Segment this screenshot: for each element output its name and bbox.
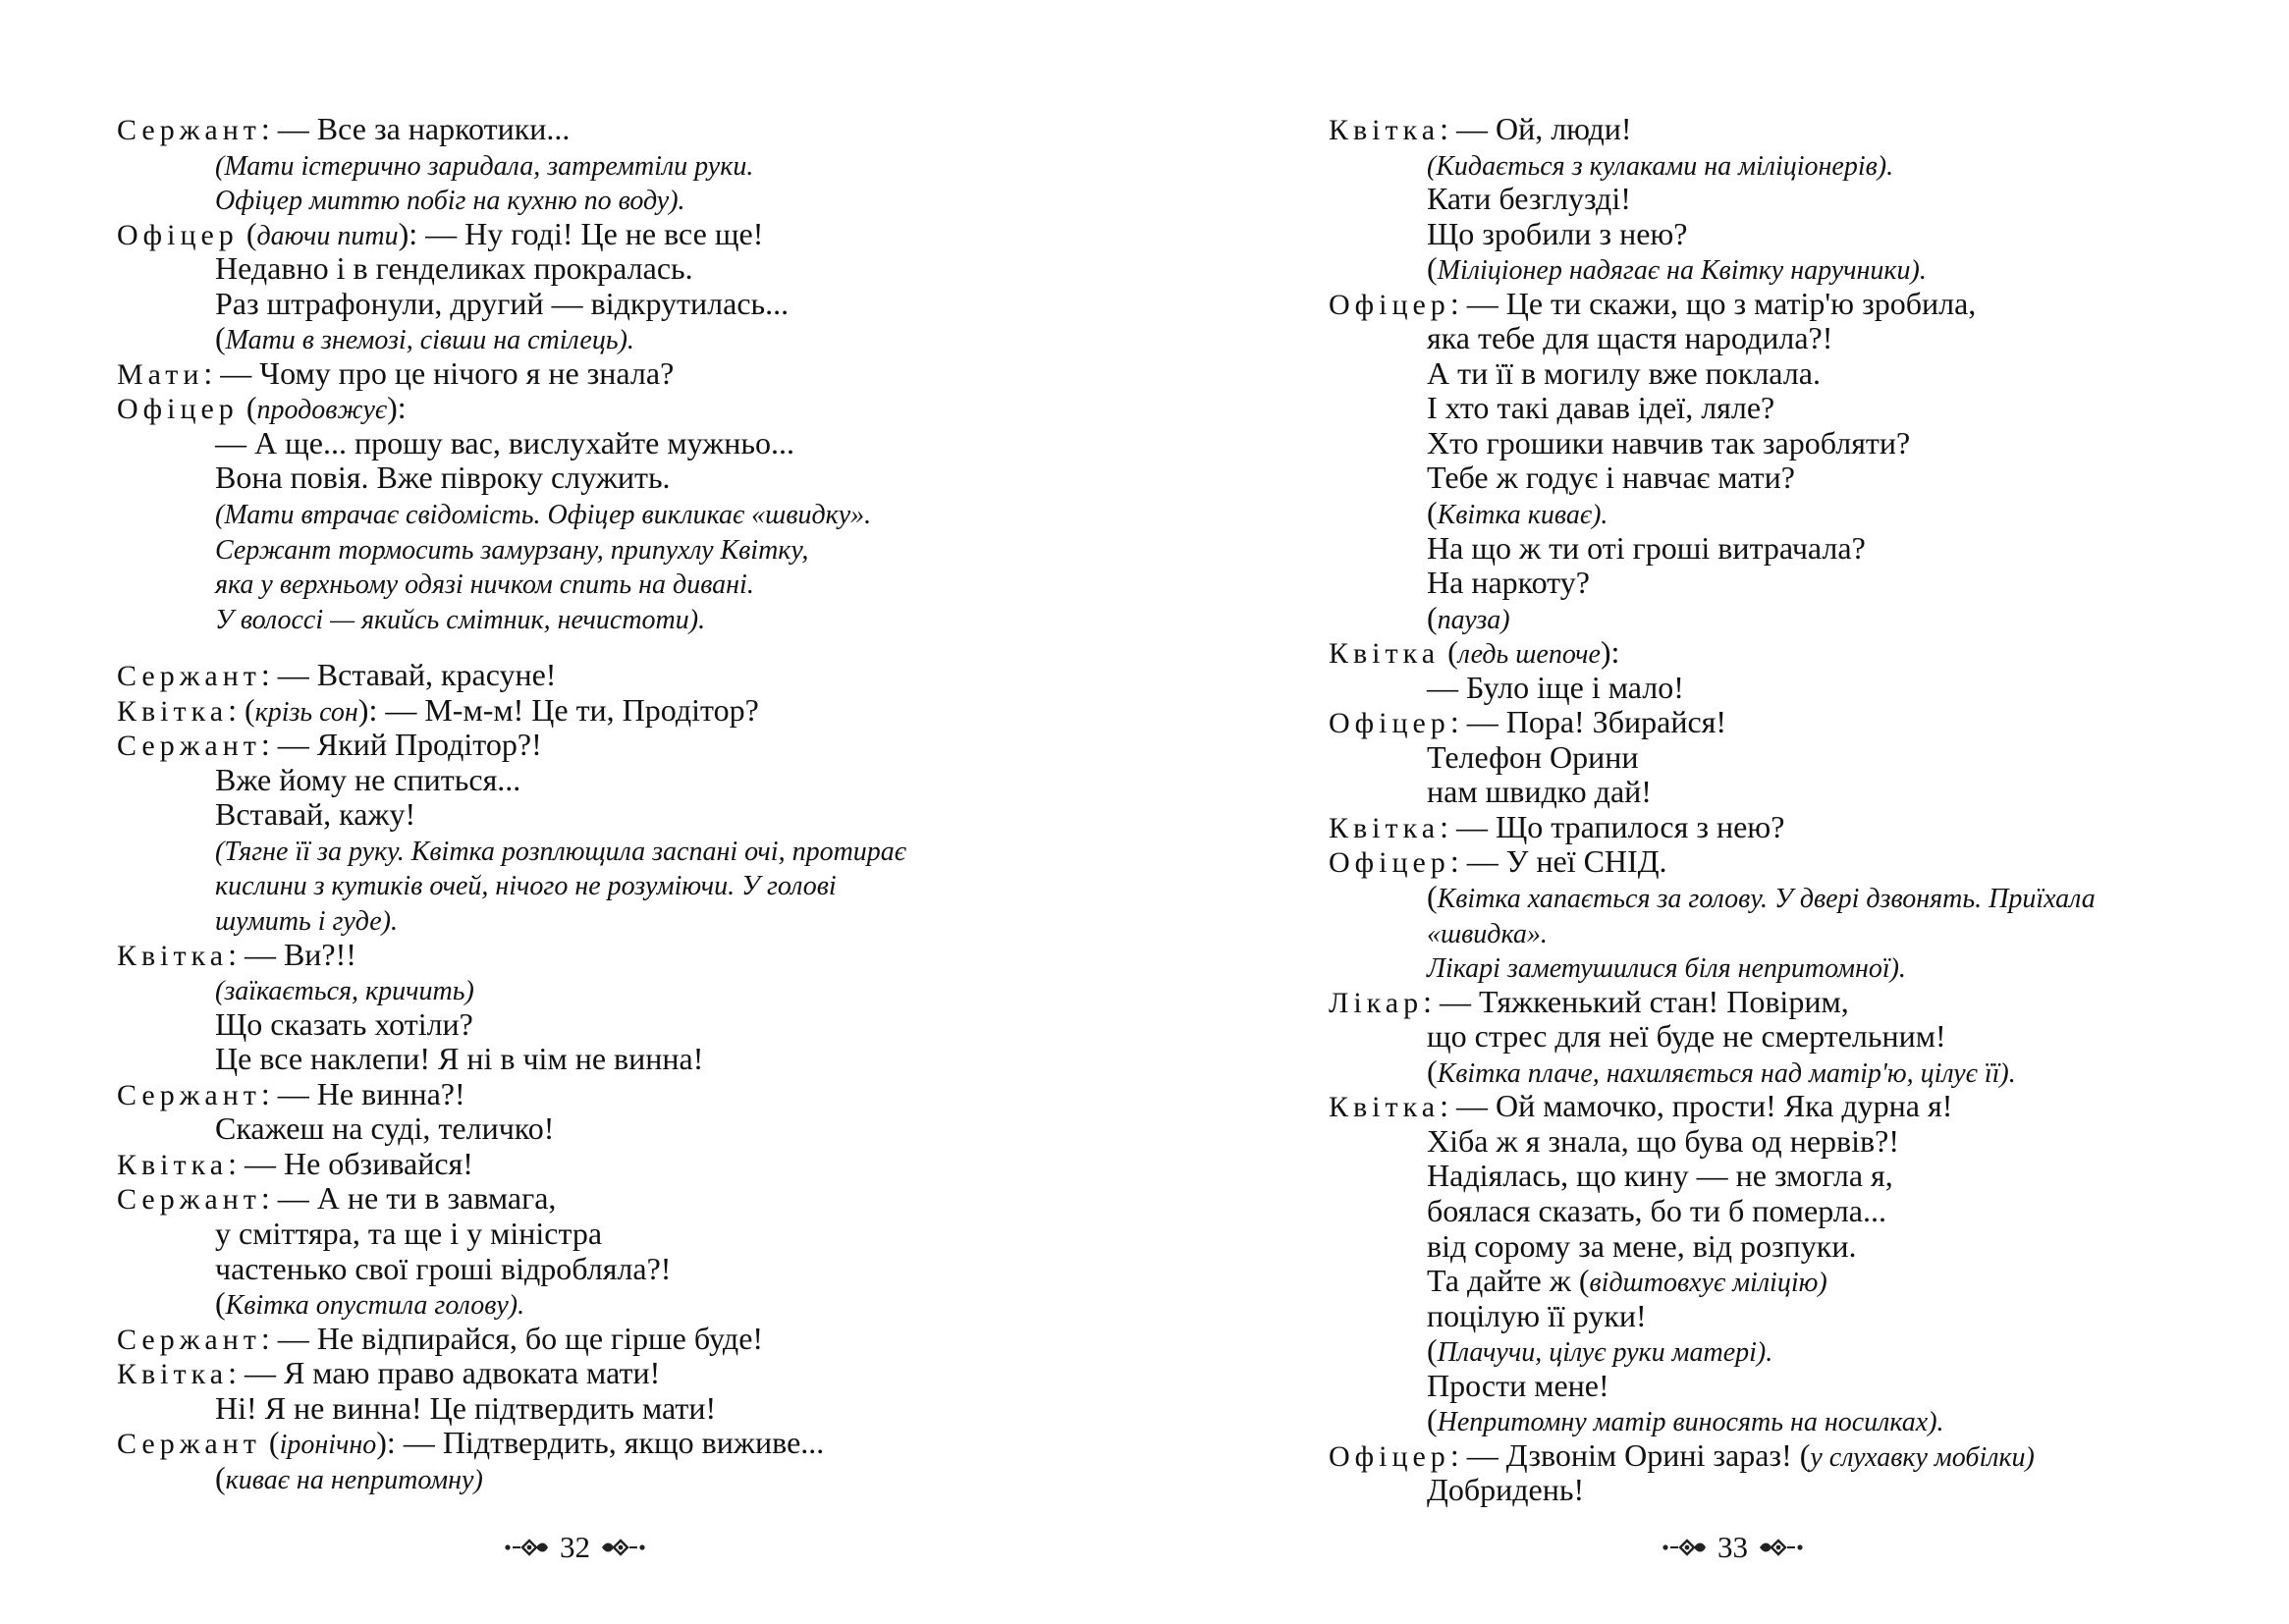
dialogue-text: Прости мене! bbox=[1427, 1367, 1609, 1403]
dialogue-text: : — Ви?!! bbox=[228, 936, 356, 972]
stage-direction: кислини з кутиків очей, нічого не розуміючи. У голові bbox=[215, 871, 837, 902]
text-line bbox=[1329, 356, 2252, 392]
speaker-name: Офіцер bbox=[1329, 846, 1450, 880]
dialogue-text: Надіялась, що кину — не змогла я, bbox=[1427, 1158, 1893, 1194]
stage-direction: у слухавку мобілки) bbox=[1810, 1441, 2035, 1473]
dialogue-text: : — Пора! Збирайся! bbox=[1449, 704, 1727, 740]
stage-direction: відштовхує міліцію) bbox=[1589, 1268, 1827, 1299]
dialogue-text: : — Не відпирайся, бо ще гірше буде! bbox=[260, 1320, 764, 1356]
text-line bbox=[117, 112, 1099, 147]
text-line bbox=[1329, 1403, 2252, 1438]
text-line bbox=[117, 902, 1099, 938]
text-line bbox=[1329, 426, 2252, 461]
speaker-name: Офіцер bbox=[117, 393, 239, 426]
stage-direction: Лікарі заметушилися біля непритомної). bbox=[1427, 953, 1906, 985]
speaker-name: Сержант bbox=[117, 660, 261, 693]
speaker-name: Сержант bbox=[117, 1428, 261, 1461]
stage-direction: Квітка плаче, нахиляється над матір'ю, цілує її). bbox=[1437, 1057, 2016, 1089]
dialogue-text: На що ж ти оті гроші витрачала? bbox=[1427, 529, 1866, 566]
stage-direction: даючи пити bbox=[256, 220, 399, 251]
dialogue-text: На наркоту? bbox=[1427, 565, 1590, 601]
stage-direction: (Мати втрачає свідомість. Офіцер викликає «швидку». bbox=[215, 500, 872, 531]
speaker-name: Сержант bbox=[117, 730, 261, 763]
dialogue-text: : — Ой мамочко, прости! Яка дурна я! bbox=[1440, 1088, 1953, 1124]
speaker-name: Квітка bbox=[117, 694, 229, 728]
text-line bbox=[117, 287, 1099, 322]
left-text-column bbox=[117, 112, 1099, 1495]
dialogue-text: : — Не винна?! bbox=[260, 1075, 465, 1111]
text-line bbox=[117, 833, 1099, 868]
speaker-name: Квітка bbox=[117, 1148, 229, 1181]
text-line bbox=[117, 251, 1099, 287]
dialogue-text: ( bbox=[1427, 1053, 1438, 1089]
text-line bbox=[1329, 182, 2252, 217]
stage-direction: У волоссі — якийсь смітник, нечистоти). bbox=[215, 604, 706, 635]
text-line bbox=[117, 1252, 1099, 1287]
dialogue-text: ( bbox=[1427, 1402, 1438, 1438]
dialogue-text: : — Ой, люди! bbox=[1440, 111, 1632, 146]
text-line bbox=[117, 531, 1099, 567]
text-line bbox=[1329, 635, 2252, 671]
stage-direction: Міліціонер надягає на Квітку наручники). bbox=[1437, 255, 1927, 287]
stage-direction: крізь сон bbox=[254, 696, 358, 728]
dialogue-text: ( bbox=[1427, 495, 1438, 531]
dialogue-text: ): — М-м-м! Це ти, Продітор? bbox=[357, 691, 759, 728]
text-line bbox=[117, 658, 1099, 693]
dialogue-text: Хто грошики навчив так заробляти? bbox=[1427, 424, 1911, 460]
speaker-name: Квітка bbox=[1329, 114, 1441, 146]
dialogue-text: — Було іще і мало! bbox=[1427, 669, 1684, 705]
text-line bbox=[117, 1217, 1099, 1252]
speaker-name: Квітка bbox=[1329, 1091, 1441, 1124]
text-line bbox=[1329, 112, 2252, 147]
dialogue-text: Що сказать хотіли? bbox=[215, 1005, 473, 1042]
stage-direction: Непритомну матір виносять на носилках). bbox=[1437, 1407, 1944, 1438]
text-line bbox=[1329, 217, 2252, 252]
text-line bbox=[1329, 391, 2252, 426]
text-line bbox=[117, 182, 1099, 217]
speaker-name: Сержант bbox=[117, 114, 261, 146]
dialogue-text: Це все наклепи! Я ні в чім не винна! bbox=[215, 1041, 704, 1077]
dialogue-text: ( bbox=[1427, 250, 1438, 287]
text-line bbox=[117, 426, 1099, 461]
text-line bbox=[117, 1322, 1099, 1357]
dialogue-text: Раз штрафонули, другий — відкрутилась... bbox=[215, 285, 790, 321]
text-line bbox=[117, 1356, 1099, 1391]
dialogue-text: ( bbox=[215, 320, 226, 356]
dialogue-text: Вже йому не спиться... bbox=[215, 761, 521, 797]
dialogue-text: яка тебе для щастя народила?! bbox=[1427, 320, 1833, 356]
text-line bbox=[1329, 531, 2252, 567]
dialogue-text: ): bbox=[1600, 634, 1620, 671]
dialogue-text: : — Все за наркотики... bbox=[260, 111, 571, 146]
text-line bbox=[1329, 1124, 2252, 1160]
text-line bbox=[1329, 1159, 2252, 1194]
text-line bbox=[1329, 251, 2252, 287]
dialogue-text: Та дайте ж ( bbox=[1427, 1263, 1590, 1299]
ornament-icon bbox=[1758, 1536, 1805, 1559]
dialogue-text: від сорому за мене, від розпуки. bbox=[1427, 1227, 1857, 1264]
stage-direction: іронічно bbox=[279, 1430, 377, 1461]
left-folio bbox=[503, 1528, 647, 1567]
text-line bbox=[117, 1007, 1099, 1043]
stage-direction: (Тягне її за руку. Квітка розплющила заспані очі, протирає bbox=[215, 836, 906, 867]
text-line bbox=[1329, 671, 2252, 706]
dialogue-text: Скажеш на суді, теличко! bbox=[215, 1110, 555, 1147]
text-line bbox=[117, 566, 1099, 601]
text-line bbox=[1329, 566, 2252, 601]
text-line bbox=[117, 356, 1099, 392]
text-line bbox=[117, 1077, 1099, 1112]
text-line bbox=[117, 938, 1099, 973]
dialogue-text: поцілую її руки! bbox=[1427, 1297, 1647, 1333]
dialogue-text: Хіба ж я знала, що бува од нервів?! bbox=[1427, 1122, 1899, 1159]
text-line bbox=[1329, 1055, 2252, 1090]
speaker-name: Сержант bbox=[117, 1183, 261, 1217]
stage-direction: Квітка киває). bbox=[1437, 500, 1608, 531]
dialogue-text: : — Тяжкенький стан! Повірим, bbox=[1423, 983, 1849, 1019]
dialogue-text: ( bbox=[238, 390, 257, 426]
text-line bbox=[1329, 321, 2252, 356]
text-line bbox=[1329, 1473, 2252, 1508]
text-line bbox=[1329, 880, 2252, 915]
right-folio bbox=[1661, 1528, 1805, 1567]
stage-direction: (Кидається з кулаками на міліціонерів). bbox=[1427, 150, 1894, 182]
stage-direction: Квітка опустила голову). bbox=[225, 1290, 525, 1322]
stage-direction: пауза) bbox=[1437, 604, 1510, 635]
text-line bbox=[1329, 1264, 2252, 1299]
stage-direction: яка у верхньому одязі ничком спить на дивані. bbox=[215, 569, 754, 601]
stage-direction: продовжує bbox=[256, 395, 388, 426]
stage-direction: шумить і гуде). bbox=[215, 906, 399, 938]
dialogue-text: ( bbox=[1427, 879, 1438, 915]
page-number: 32 bbox=[560, 1530, 590, 1564]
speaker-name: Квітка bbox=[117, 1358, 229, 1391]
dialogue-text: Ні! Я не винна! Це підтвердить мати! bbox=[215, 1389, 717, 1426]
text-line bbox=[117, 601, 1099, 636]
ornament-icon bbox=[600, 1536, 647, 1559]
text-line bbox=[1329, 601, 2252, 636]
text-line bbox=[1329, 1299, 2252, 1334]
text-line bbox=[1329, 147, 2252, 183]
text-line bbox=[1329, 1089, 2252, 1124]
text-line bbox=[117, 693, 1099, 729]
dialogue-text: : — Вставай, красуне! bbox=[260, 657, 557, 693]
stanza-gap bbox=[117, 635, 1099, 658]
stage-direction: (Мати істерично заридала, затремтіли руки. bbox=[215, 150, 754, 182]
text-line bbox=[117, 391, 1099, 426]
text-line bbox=[117, 728, 1099, 763]
stage-direction: «швидка». bbox=[1427, 918, 1548, 949]
speaker-name: Квітка bbox=[1329, 637, 1441, 671]
dialogue-text: А ти її в могилу вже поклала. bbox=[1427, 354, 1821, 391]
text-line bbox=[1329, 775, 2252, 810]
text-line bbox=[1329, 1333, 2252, 1369]
text-line bbox=[1329, 949, 2252, 985]
text-line bbox=[117, 763, 1099, 798]
dialogue-text: ( bbox=[215, 1459, 226, 1495]
text-line bbox=[117, 147, 1099, 183]
stage-direction: ледь шепоче bbox=[1457, 639, 1601, 671]
speaker-name: Офіцер bbox=[1329, 1439, 1450, 1473]
text-line bbox=[1329, 810, 2252, 845]
dialogue-text: Кати безглузді! bbox=[1427, 181, 1631, 217]
left-page bbox=[0, 0, 1144, 1624]
dialogue-text: ): bbox=[387, 390, 407, 426]
text-line bbox=[1329, 1019, 2252, 1055]
text-line bbox=[117, 1181, 1099, 1217]
right-page bbox=[1145, 0, 2289, 1624]
dialogue-text: : — Не обзивайся! bbox=[228, 1145, 473, 1181]
text-line bbox=[117, 321, 1099, 356]
dialogue-text: Вона повія. Вже півроку служить. bbox=[215, 460, 671, 496]
dialogue-text: : — Чому про це нічого я не знала? bbox=[203, 354, 675, 391]
dialogue-text: ( bbox=[1440, 634, 1458, 671]
ornament-icon bbox=[503, 1536, 550, 1559]
dialogue-text: : ( bbox=[228, 691, 255, 728]
text-line bbox=[1329, 1229, 2252, 1265]
right-text-column bbox=[1329, 112, 2252, 1508]
dialogue-text: ( bbox=[1427, 1332, 1438, 1369]
speaker-name: Лікар bbox=[1329, 986, 1424, 1019]
dialogue-text: : — Я маю право адвоката мати! bbox=[228, 1355, 661, 1391]
dialogue-text: частенько свої гроші відробляла?! bbox=[215, 1250, 672, 1286]
text-line bbox=[117, 496, 1099, 531]
dialogue-text: у сміттяра, та ще і у міністра bbox=[215, 1215, 603, 1251]
speaker-name: Сержант bbox=[117, 1323, 261, 1356]
dialogue-text: ( bbox=[238, 215, 257, 251]
text-line bbox=[117, 1461, 1099, 1496]
dialogue-text: що стрес для неї буде не смертельним! bbox=[1427, 1018, 1946, 1055]
text-line bbox=[1329, 1369, 2252, 1404]
dialogue-text: : — Що трапилося з нею? bbox=[1440, 808, 1785, 844]
dialogue-text: : — Який Продітор?! bbox=[260, 727, 542, 763]
text-line bbox=[117, 1147, 1099, 1182]
text-line bbox=[117, 797, 1099, 833]
speaker-name: Мати bbox=[117, 357, 204, 391]
text-line bbox=[117, 217, 1099, 252]
text-line bbox=[117, 1111, 1099, 1147]
stage-direction: (заїкається, кричить) bbox=[215, 976, 474, 1007]
dialogue-text: нам швидко дай! bbox=[1427, 774, 1652, 810]
dialogue-text: : — А не ти в завмага, bbox=[260, 1180, 557, 1217]
speaker-name: Офіцер bbox=[1329, 707, 1450, 740]
speaker-name: Квітка bbox=[1329, 811, 1441, 844]
dialogue-text: І хто такі давав ідеї, ляле? bbox=[1427, 390, 1775, 426]
stage-direction: Сержант тормосить замурзану, припухлу Квітку, bbox=[215, 534, 809, 566]
stage-direction: Офіцер миттю побіг на кухню по воду). bbox=[215, 186, 685, 217]
text-line bbox=[1329, 1194, 2252, 1229]
dialogue-text: ): — Ну годі! Це не все ще! bbox=[398, 215, 764, 251]
stage-direction: Мати в знемозі, сівши на стілець). bbox=[225, 325, 634, 356]
text-line bbox=[117, 1286, 1099, 1322]
dialogue-text: ( bbox=[260, 1425, 280, 1461]
dialogue-text: : — У неї СНІД. bbox=[1449, 843, 1667, 880]
text-line bbox=[117, 1426, 1099, 1461]
dialogue-text: Недавно і в генделиках прокралась. bbox=[215, 250, 693, 287]
speaker-name: Офіцер bbox=[117, 218, 239, 251]
dialogue-text: Що зробили з нею? bbox=[1427, 215, 1688, 251]
dialogue-text: Тебе ж годує і навчає мати? bbox=[1427, 460, 1795, 496]
text-line bbox=[1329, 844, 2252, 880]
speaker-name: Квітка bbox=[117, 939, 229, 972]
text-line bbox=[1329, 460, 2252, 496]
text-line bbox=[1329, 740, 2252, 776]
text-line bbox=[1329, 915, 2252, 950]
dialogue-text: ( bbox=[215, 1285, 226, 1322]
dialogue-text: Телефон Орини bbox=[1427, 738, 1639, 775]
text-line bbox=[1329, 705, 2252, 740]
ornament-icon bbox=[1661, 1536, 1708, 1559]
dialogue-text: — А ще... прошу вас, вислухайте мужньо... bbox=[215, 424, 794, 460]
dialogue-text: : — Дзвонім Орині зараз! ( bbox=[1449, 1436, 1811, 1473]
dialogue-text: ): — Підтвердить, якщо виживе... bbox=[376, 1425, 825, 1461]
stage-direction: Плачучи, цілує руки матері). bbox=[1437, 1337, 1773, 1369]
dialogue-text: Добридень! bbox=[1427, 1472, 1585, 1508]
dialogue-text: : — Це ти скажи, що з матір'ю зробила, bbox=[1449, 285, 1977, 321]
dialogue-text: боялася сказать, бо ти б померла... bbox=[1427, 1192, 1886, 1228]
speaker-name: Офіцер bbox=[1329, 288, 1450, 321]
text-line bbox=[117, 460, 1099, 496]
dialogue-text: Вставай, кажу! bbox=[215, 796, 416, 833]
dialogue-text: ( bbox=[1427, 599, 1438, 635]
speaker-name: Сержант bbox=[117, 1078, 261, 1111]
text-line bbox=[117, 867, 1099, 902]
text-line bbox=[117, 1391, 1099, 1427]
text-line bbox=[1329, 985, 2252, 1020]
text-line bbox=[117, 1042, 1099, 1077]
page-number: 33 bbox=[1717, 1530, 1748, 1564]
text-line bbox=[1329, 287, 2252, 322]
text-line bbox=[117, 972, 1099, 1007]
text-line bbox=[1329, 496, 2252, 531]
text-line bbox=[1329, 1438, 2252, 1474]
stage-direction: киває на непритомну) bbox=[225, 1464, 483, 1495]
stage-direction: Квітка хапається за голову. У двері дзвонять. Приїхала bbox=[1437, 884, 2096, 915]
